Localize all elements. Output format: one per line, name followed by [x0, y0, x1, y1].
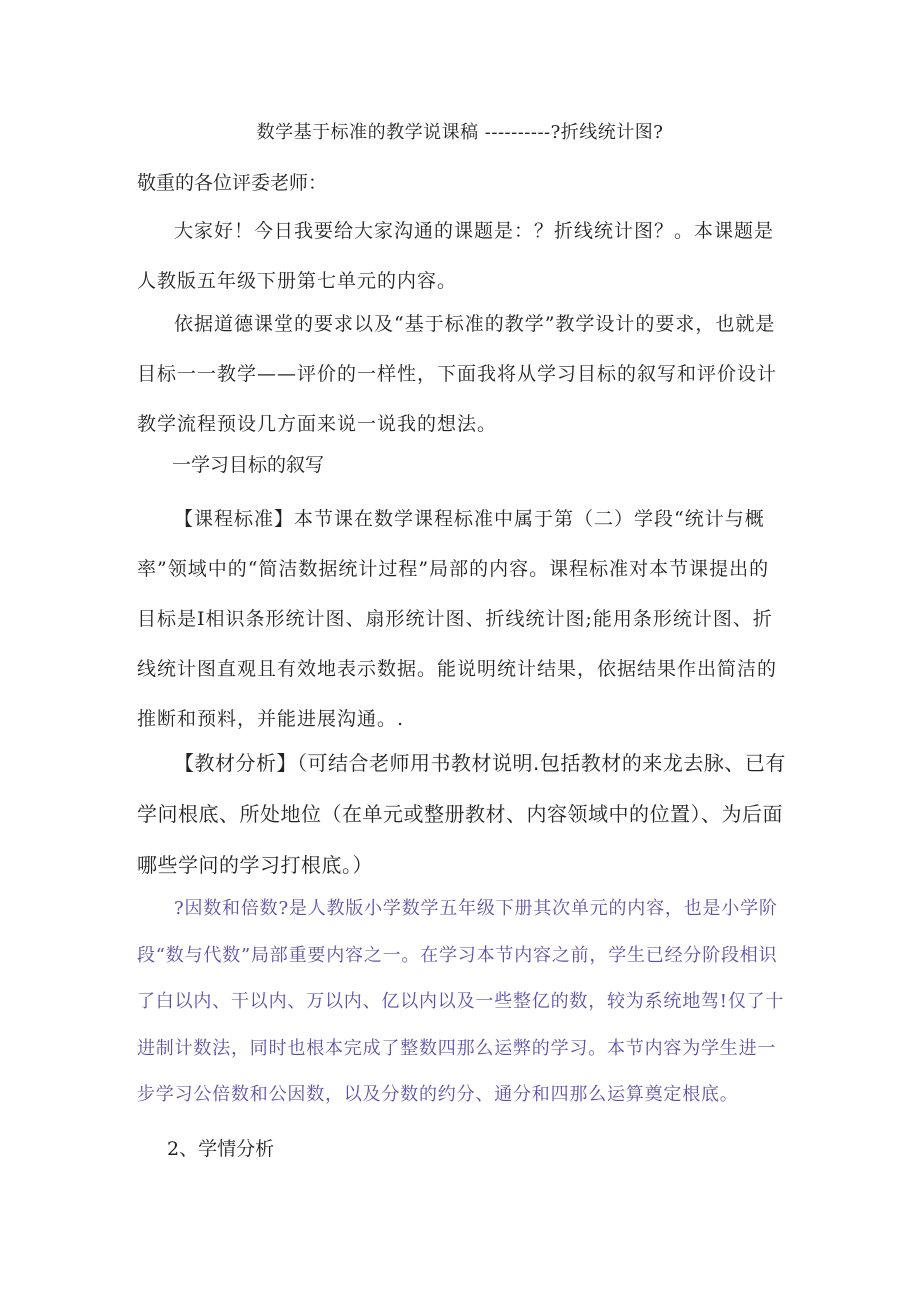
paragraph-approach: 依据道德课堂的要求以及“基于标准的教学”教学设计的要求，也就是目标一一教学——评价的一样性，下面我将从学习目标的叙写和评价设计教学流程预设几方面来说一说我的想法。: [137, 313, 778, 435]
curriculum-standard-label: 【课程标准】: [174, 508, 295, 530]
paragraph-intro: 大家好！今日我要给大家沟通的课题是：？折线统计图？。本课题是人教版五年级下册第七单元的内容。: [137, 220, 775, 292]
document-title: 数学基于标准的教学说课稿 ----------?折线统计图?: [256, 122, 664, 143]
paragraph-factors-multiples: ?因数和倍数?是人教版小学数学五年级下册其次单元的内容，也是小学阶段“数与代数”局部重要内容之一。在学习本节内容之前，学生已经分阶段相识了白以内、干以内、万以内、亿以内以及一些整亿的数，较为系统地驾!仅了十进制计数法，同时也根本完成了整数四那么运弊的学习。本节内容为学生进一步学习公倍数和公因数，以及分数的约分、通分和四那么运算奠定根底。: [137, 898, 785, 1105]
paragraph-textbook-analysis: 【教材分析】（可结合老师用书教材说明.包括教材的来龙去脉、已有学问根底、所处地位（在单元或整册教材、内容领域中的位置）、为后面哪些学问的学习打根底。）: [137, 751, 786, 877]
paragraph-curriculum-standard: [137, 494, 787, 744]
section-heading-objectives: 一学习目标的叙写: [172, 454, 325, 476]
curriculum-standard-target-lead: 。课程标准对本节课提出的目标是: [137, 558, 770, 630]
curriculum-standard-target: I相识条形统计图、扇形统计图、折线统计图;能用条形统计图、折线统计图直观且有效地表示数据。能说明统计结果，依据结果作出简洁的推断和预料，并能进展沟通。.: [137, 608, 778, 730]
greeting: 敬重的各位评委老师：: [137, 172, 328, 194]
curriculum-standard-text: 本节课在数学课程标准中属于第（二）学段“统计与概率”领域中的“简洁数据统计过程”局部的内容: [137, 508, 765, 580]
section-heading-learner-analysis: 2、学情分析: [167, 1138, 275, 1160]
